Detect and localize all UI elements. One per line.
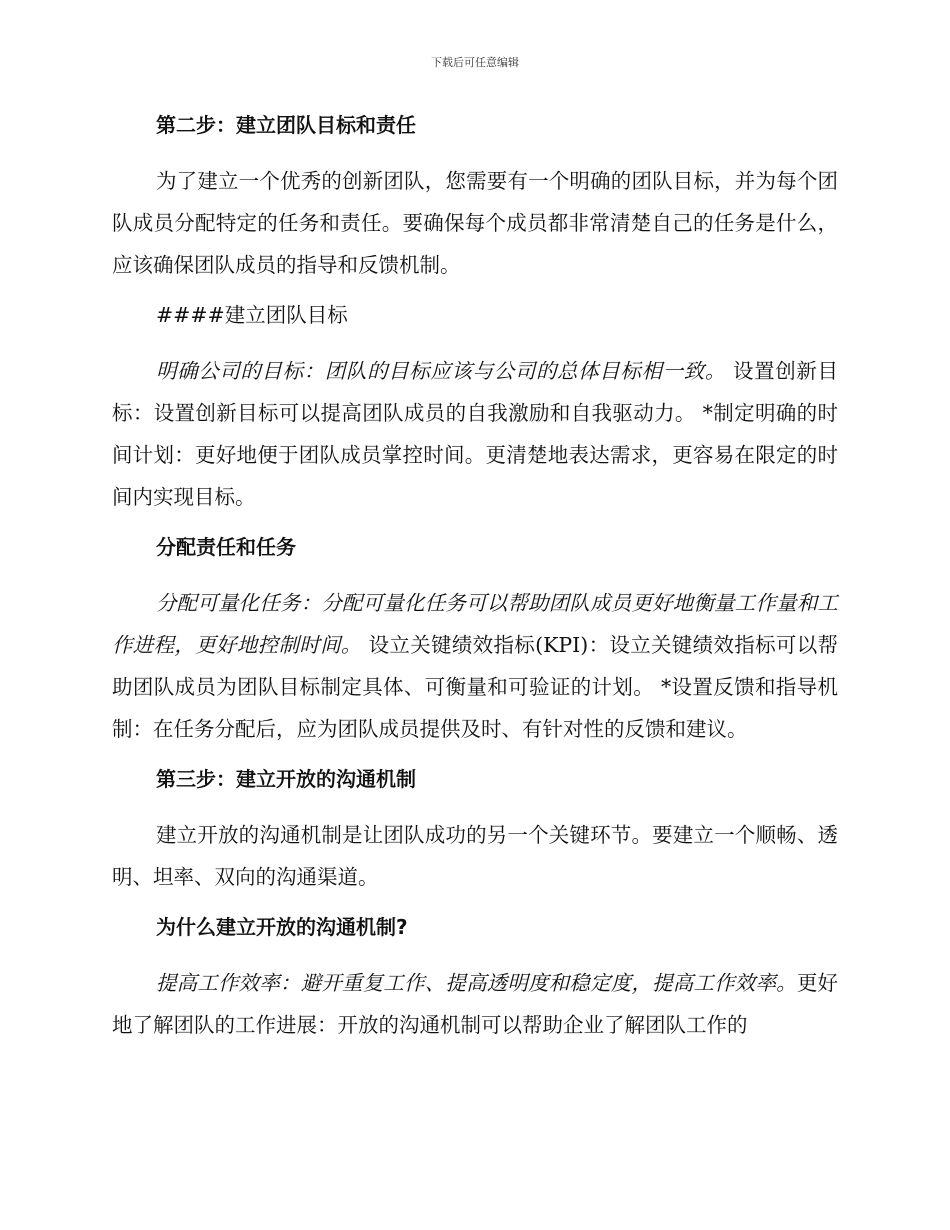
body-text: 更好地了解团队的工作进展：开放的沟通机制可以帮助企业了解团队工作的 xyxy=(112,971,838,1037)
document-body xyxy=(112,108,838,1058)
paragraph-step3: 建立开放的沟通机制是让团队成功的另一个关键环节。要建立一个顺畅、透明、坦率、双向的沟通渠道。 xyxy=(112,823,838,889)
body-text: 设置创新目标：设置创新目标可以提高团队成员的自我激励和自我驱动力。 *制定明确的时间计划：更好地便于团队成员掌控时间。更清楚地表达需求，更容易在限定的时间内实现目标。 xyxy=(112,359,838,509)
paragraph-assign xyxy=(112,582,838,750)
italic-text: 提高工作效率：避开重复工作、提高透明度和稳定度，提高工作效率。 xyxy=(156,971,797,995)
section-heading-step2: 第二步：建立团队目标和责任 xyxy=(156,113,416,137)
paragraph-team-goals xyxy=(112,350,838,518)
italic-text: 明确公司的目标：团队的目标应该与公司的总体目标相一致。 xyxy=(156,359,726,383)
paragraph-step2-intro: 为了建立一个优秀的创新团队，您需要有一个明确的团队目标，并为每个团队成员分配特定的任务和责任。要确保每个成员都非常清楚自己的任务是什么，应该确保团队成员的指导和反馈机制。 xyxy=(112,169,838,277)
body-text: 设立关键绩效指标(KPI)：设立关键绩效指标可以帮助团队成员为团队目标制定具体、可衡量和可验证的计划。 *设置反馈和指导机制：在任务分配后，应为团队成员提供及时、有针对性的反馈和建议。 xyxy=(112,633,839,741)
subheading-team-goals: ####建立团队目标 xyxy=(156,303,348,327)
italic-text: 分配可量化任务：分配可量化任务可以帮助团队成员更好地衡量工作量和工作进程，更好地控制时间。 xyxy=(112,591,838,657)
paragraph-why xyxy=(112,962,838,1046)
section-heading-assign: 分配责任和任务 xyxy=(156,535,296,559)
section-heading-why: 为什么建立开放的沟通机制? xyxy=(156,915,408,939)
section-heading-step3: 第三步：建立开放的沟通机制 xyxy=(156,767,416,791)
page-header: 下载后可任意编辑 xyxy=(431,56,519,69)
